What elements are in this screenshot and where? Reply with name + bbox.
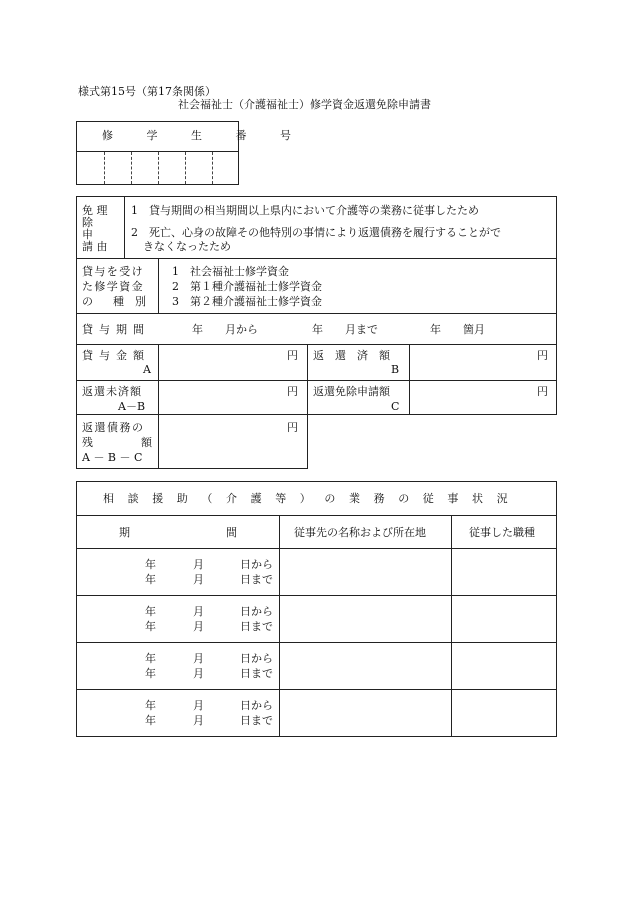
unpaid-yen: 円 [287,385,298,398]
loan-amount-yen: 円 [287,349,298,362]
row3-month-to: 月 [193,667,204,680]
row2-year-from: 年 [145,605,156,618]
loan-period-from: 年 月から [192,323,258,336]
row4-from: 日から [240,699,273,712]
row1-to: 日まで [240,573,273,586]
repaid-yen: 円 [537,349,548,362]
exemption-reason-2-cont: きなくなったため [143,240,231,253]
row1-month-to: 月 [193,573,204,586]
row4-year-to: 年 [145,714,156,727]
row4-month-to: 月 [193,714,204,727]
loan-type-option-1: 1 社会福祉士修学資金 [172,265,289,278]
loan-period-label: 貸与期間 [82,323,150,336]
unpaid-label: 返還未済額 [82,385,142,398]
loan-period-months: 年 箇月 [430,323,485,336]
row2-to: 日まで [240,620,273,633]
row2-month-to: 月 [193,620,204,633]
loan-type-option-3: 3 第２種介護福祉士修学資金 [172,295,322,308]
remaining-yen: 円 [287,421,298,434]
row1-year-to: 年 [145,573,156,586]
loan-type-label-1: 貸与を受け [82,265,144,278]
loan-amount-label: 貸与金額 [82,349,150,362]
row1-month-from: 月 [193,558,204,571]
exempt-request-code: C [391,400,400,413]
loan-type-label-2: た修学資金 [82,280,144,293]
loan-type-option-2: 2 第１種介護福祉士修学資金 [172,280,322,293]
loan-period-to: 年 月まで [312,323,378,336]
repaid-label: 返 還 済 額 [313,349,390,362]
form-title: 社会福祉士（介護福祉士）修学資金返還免除申請書 [178,98,431,111]
row3-month-from: 月 [193,652,204,665]
col-period-b: 間 [226,526,237,539]
row2-year-to: 年 [145,620,156,633]
remaining-label-2a: 残 [82,436,93,449]
remaining-code: A － B － C [82,451,143,464]
unpaid-code: A－B [118,400,146,413]
row4-to: 日まで [240,714,273,727]
remaining-label-1: 返還債務の [82,421,145,434]
loan-type-label-3b: 種 別 [113,295,146,308]
remaining-label-2b: 額 [141,436,152,449]
repaid-code: B [391,363,400,376]
exempt-request-yen: 円 [537,385,548,398]
exemption-reason-2: 2 死亡、心身の故障その他特別の事情により返還債務を履行することがで [131,226,501,239]
row3-from: 日から [240,652,273,665]
row3-year-from: 年 [145,652,156,665]
loan-amount-code: A [143,363,151,376]
col-employer: 従事先の名称および所在地 [294,526,426,539]
loan-type-label-3a: の [82,295,93,308]
row1-from: 日から [240,558,273,571]
form-number: 様式第15号（第17条関係） [78,85,216,98]
row2-month-from: 月 [193,605,204,618]
row3-to: 日まで [240,667,273,680]
row4-year-from: 年 [145,699,156,712]
exempt-request-label: 返還免除申請額 [313,385,390,398]
student-number-label: 修 学 生 番 号 [102,129,306,142]
exemption-label-1: 免 理 [82,204,108,217]
col-period-a: 期 [119,526,130,539]
exemption-label-3: 申 [82,228,93,241]
row3-year-to: 年 [145,667,156,680]
row4-month-from: 月 [193,699,204,712]
row2-from: 日から [240,605,273,618]
exemption-label-2: 除 [82,216,93,229]
row1-year-from: 年 [145,558,156,571]
exemption-label-4: 請 由 [82,240,108,253]
exemption-reason-1: 1 貸与期間の相当期間以上県内において介護等の業務に従事したため [131,204,479,217]
col-job: 従事した職種 [469,526,535,539]
work-status-title: 相談援助（介護等）の業務の従事状況 [103,492,522,505]
